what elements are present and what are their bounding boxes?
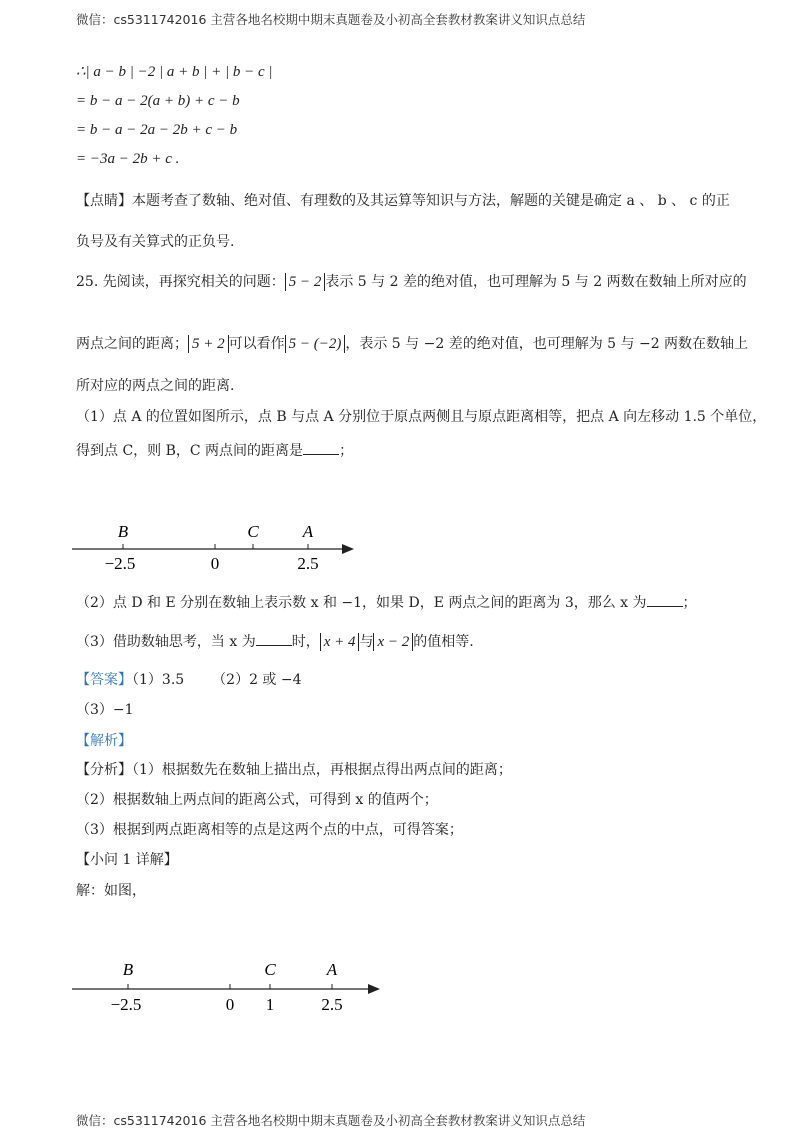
q25-part3-a: （3）借助数轴思考，当 x 为	[76, 634, 256, 650]
analysis-text-1: （1）根据数先在数轴上描出点，再根据点得出两点间的距离；	[132, 762, 512, 778]
answer-part3: （3）−1	[76, 702, 134, 718]
axis-arrow-2	[368, 984, 380, 994]
q25-part1-text: 得到点 C，则 B，C 两点间的距离是	[76, 443, 304, 459]
q25-intro-1b: 表示 5 与 2 差的绝对值，也可理解为 5 与 2 两数在数轴上所对应的	[325, 274, 747, 290]
tick-label-2-5: 2.5	[297, 554, 319, 573]
abs-expression-5: x − 2	[373, 633, 413, 651]
answer-label: 【答案】	[76, 672, 132, 688]
number-line-1	[60, 515, 370, 580]
sub-question-label: 【小问 1 详解】	[76, 852, 178, 868]
analysis-label: 【解析】	[76, 733, 132, 749]
abs-expression-1: 5 − 2	[285, 273, 326, 291]
label2-b: B	[122, 960, 134, 979]
answer-part2: （2）2 或 −4	[212, 672, 302, 688]
q25-intro-2c: ，表示 5 与 −2 差的绝对值，也可理解为 5 与 −2 两数在数轴上	[345, 336, 749, 352]
math-step-2: = b − a − 2(a + b) + c − b	[76, 93, 240, 109]
fenxi-label: 【分析】	[76, 762, 132, 778]
q25-part2-end: ；	[682, 595, 697, 611]
page-footer: 微信：cs5311742016 主营各地名校期中期末真题卷及小初高全套教材教案讲义知识点总结	[76, 1113, 586, 1128]
comment-text-1: 本题考查了数轴、绝对值、有理数的及其运算等知识与方法，解题的关键是确定 a 、 b 、 c 的正	[132, 193, 730, 209]
analysis-text-3: （3）根据到两点距离相等的点是这两个点的中点，可得答案；	[76, 822, 463, 838]
abs-expression-4: x + 4	[320, 633, 360, 651]
label2-a: A	[326, 960, 338, 979]
tick2-label-neg-2-5: −2.5	[110, 995, 142, 1014]
q25-intro-3: 所对应的两点之间的距离.	[76, 378, 235, 394]
q25-part3-c: 与	[359, 634, 374, 650]
solution-intro: 解：如图，	[76, 883, 146, 899]
q25-part3-d: 的值相等.	[413, 634, 474, 650]
q25-part3-b: 时，	[291, 634, 320, 650]
abs-expression-3: 5 − (−2)	[285, 335, 346, 353]
q25-intro-2a: 两点之间的距离；	[76, 336, 188, 352]
label-c: C	[247, 522, 259, 541]
page-header: 微信：cs5311742016 主营各地名校期中期末真题卷及小初高全套教材教案讲义知识点总结	[76, 12, 586, 27]
tick2-label-0: 0	[225, 995, 235, 1014]
tick2-label-1: 1	[265, 995, 275, 1014]
q25-part1-line2	[76, 440, 353, 460]
answer-line-1	[76, 671, 302, 689]
axis-arrow-1	[342, 544, 354, 554]
q25-intro-1	[76, 273, 747, 291]
tick2-label-2-5: 2.5	[321, 995, 343, 1014]
analysis-text-2: （2）根据数轴上两点间的距离公式，可得到 x 的值两个；	[76, 792, 438, 808]
q25-part2	[76, 592, 697, 612]
analysis-line-1	[76, 761, 512, 779]
answer-part1: （1）3.5	[132, 672, 185, 688]
q25-intro-2b: 可以看作	[228, 336, 285, 352]
answer-blank-2	[647, 592, 683, 607]
answer-blank-1	[303, 440, 339, 455]
q25-part2-text: （2）点 D 和 E 分别在数轴上表示数 x 和 −1，如果 D，E 两点之间的距离为 3，那么 x 为	[76, 595, 647, 611]
q25-intro-1a: 25. 先阅读，再探究相关的问题：	[76, 274, 285, 290]
q25-part3	[76, 631, 474, 651]
q25-part1-end: ；	[339, 443, 354, 459]
math-step-3: = b − a − 2a − 2b + c − b	[76, 122, 238, 138]
q25-intro-2	[76, 335, 748, 353]
tick-label-0: 0	[210, 554, 220, 573]
label-b: B	[117, 522, 129, 541]
number-line-2	[60, 950, 390, 1020]
tick-label-neg-2-5: −2.5	[104, 554, 136, 573]
label-a: A	[302, 522, 314, 541]
comment-label: 【点睛】	[76, 193, 132, 209]
abs-expression-2: 5 + 2	[188, 335, 229, 353]
q25-part1-line1: （1）点 A 的位置如图所示，点 B 与点 A 分别位于原点两侧且与原点距离相等，把点 A 向左移动 1.5 个单位，	[76, 409, 767, 425]
comment-text-2: 负号及有关算式的正负号.	[76, 234, 235, 250]
answer-blank-3	[256, 631, 292, 646]
comment-line-1	[76, 192, 730, 210]
math-step-4: = −3a − 2b + c .	[76, 151, 180, 167]
math-step-1: ∴| a − b | −2 | a + b | + | b − c |	[76, 64, 273, 80]
label2-c: C	[264, 960, 276, 979]
